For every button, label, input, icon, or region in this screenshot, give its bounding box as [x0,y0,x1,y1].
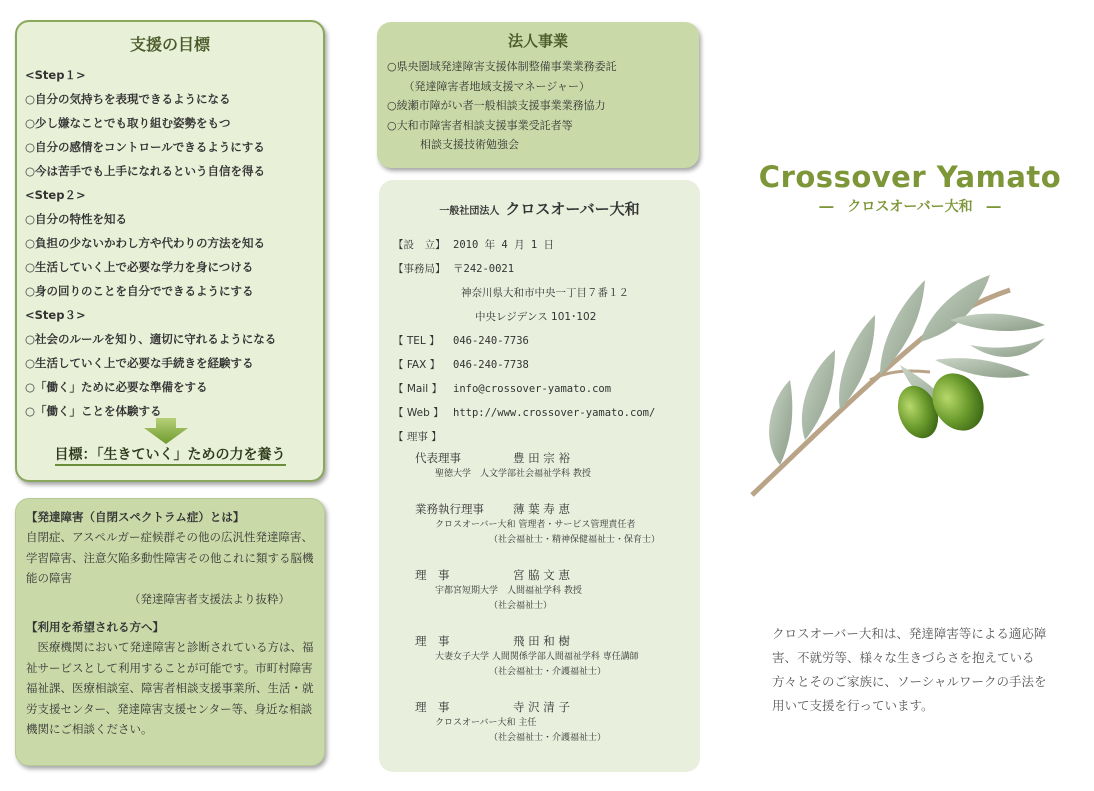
final-goal-text: 目標：「生きていく」ための力を養う [55,447,286,466]
mail-row: 【 Mail 】 info@crossover-yamato.com [393,383,612,395]
brand-subtitle: ― クロスオーバー大和 ― [819,199,1001,215]
directors-list [415,449,686,746]
director-item [415,698,686,746]
web-url[interactable]: http://www.crossover-yamato.com/ [453,407,656,419]
director-item [415,632,686,680]
director-affiliation: 大妻女子大学 人間関係学部人間福祉学科 専任講師 [435,652,639,662]
corporate-business-panel [377,22,699,168]
goal-line: ○少し嫌なことでも取り組む姿勢をもつ [25,116,231,130]
business-line: ○県央圏域発達障害支援体制整備事業業務委託 [387,60,617,73]
goal-line: ○自分の感情をコントロールできるようにする [25,140,265,154]
goal-line: ○今は苦手でも上手になれるという自信を得る [25,164,266,178]
disorder-info-panel [15,498,325,766]
director-title: 理 事 [415,634,450,648]
support-goals-panel [15,20,325,482]
established-row: 【設 立】 2010 年 4 月 1 日 [393,239,555,251]
director-item [415,500,686,548]
tel-number: 046-240-7736 [453,335,529,347]
director-title: 業務執行理事 [415,502,484,516]
goal-line: <Step１> [25,68,86,82]
directors-heading: 【 理事 】 [393,431,442,443]
director-title: 理 事 [415,700,450,714]
web-row: 【 Web 】 http://www.crossover-yamato.com/ [393,407,656,419]
director-item [415,449,686,482]
disorder-definition: 自閉症、アスペルガー症候群その他の広汎性発達障害、学習障害、注意欠陥多動性障害その他これに類する脳機能の障害 [26,530,314,585]
established-date: 2010 年 4 月 1 日 [453,239,555,251]
goal-line: <Step３> [25,308,86,322]
director-qualification: （社会福祉士・精神保健福祉士・保育士） [489,535,661,545]
goal-line: ○身の回りのことを自分でできるようにする [25,284,254,298]
director-affiliation: 聖徳大学 人文学部社会福祉学科 教授 [435,469,591,479]
goal-line: ○自分の特性を知る [25,212,128,226]
olive-branch-image [750,270,1050,500]
fax-number: 046-240-7738 [453,359,529,371]
business-line: ○大和市障害者相談支援事業受託者等 [387,118,573,132]
director-qualification: （社会福祉士・介護福祉士） [489,733,607,743]
director-qualification: （社会福祉士・介護福祉士） [489,667,607,677]
goal-line: ○「働く」ことを体験する [25,404,162,418]
corporation-info-panel [379,180,700,772]
org-title: クロスオーバー大和 [505,200,640,218]
director-name: 豊 田 宗 裕 [513,451,570,465]
business-title: 法人事業 [507,32,568,50]
disorder-heading: 【発達障害（自閉スペクトラム症）とは】 [26,510,245,524]
organization-description: クロスオーバー大和は、発達障害等による適応障害、不就労等、様々な生きづらさを抱えている方々とそのご家族に、ソーシャルワークの手法を用いて支援を行っています。 [772,626,1047,713]
tel-row: 【 TEL 】 046-240-7736 [393,335,529,347]
director-name: 寺 沢 清 子 [513,700,570,714]
disorder-source: （発達障害者支援法より抜粋） [129,591,290,606]
goal-line: ○自分の気持ちを表現できるようになる [25,92,231,106]
business-line: 相談支援技術勉強会 [387,138,519,151]
director-item [415,566,686,614]
address-line-1: 神奈川県大和市中央一丁目７番１２ [461,287,629,299]
goal-line: ○生活していく上で必要な手続きを経験する [25,356,254,370]
usage-heading: 【利用を希望される方へ】 [26,620,164,634]
goal-line: ○生活していく上で必要な学力を身につける [25,260,254,274]
director-qualification: （社会福祉士） [489,601,553,611]
director-name: 飛 田 和 樹 [513,634,570,648]
fax-row: 【 FAX 】 046-240-7738 [393,359,529,371]
director-name: 宮 脇 文 恵 [513,568,570,582]
director-affiliation: クロスオーバー大和 管理者・サービス管理責任者 [435,520,636,530]
goal-line: <Step２> [25,188,86,202]
postal-code: 〒242-0021 [453,263,515,275]
support-goals-title: 支援の目標 [129,35,210,54]
director-affiliation: クロスオーバー大和 主任 [435,718,537,728]
goal-line: ○負担の少ないかわし方や代わりの方法を知る [25,236,266,250]
business-line: ○綾瀬市障がい者一般相談支援事業業務協力 [387,99,606,112]
usage-text: 医療機関において発達障害と診断されている方は、福祉サービスとして利用することが可能です。市町村障害福祉課、医療相談室、障害者相談支援事業所、生活・就労支援センター、発達障害支援センター等、身近な相談機関にご相談ください。 [26,640,314,736]
address-line-2: 中央レジデンス 101･102 [475,311,597,323]
goal-line: ○社会のルールを知り、適切に守れるようになる [25,332,277,346]
director-affiliation: 宇都宮短期大学 人間福祉学科 教授 [435,586,582,596]
brand-header [740,160,1080,216]
director-title: 理 事 [415,568,450,582]
office-row: 【事務局】 〒242-0021 [393,263,515,275]
org-type: 一般社団法人 [439,206,500,217]
mail-address[interactable]: info@crossover-yamato.com [453,383,612,395]
business-line: （発達障害者地域支援マネージャー） [387,79,591,93]
down-arrow-icon [144,418,188,444]
org-name [393,198,686,219]
director-title: 代表理事 [415,451,461,465]
goal-line: ○「働く」ために必要な準備をする [25,380,208,394]
brand-title: Crossover Yamato [758,160,1062,194]
final-goal [17,444,323,464]
director-name: 薄 葉 寿 恵 [513,502,570,516]
